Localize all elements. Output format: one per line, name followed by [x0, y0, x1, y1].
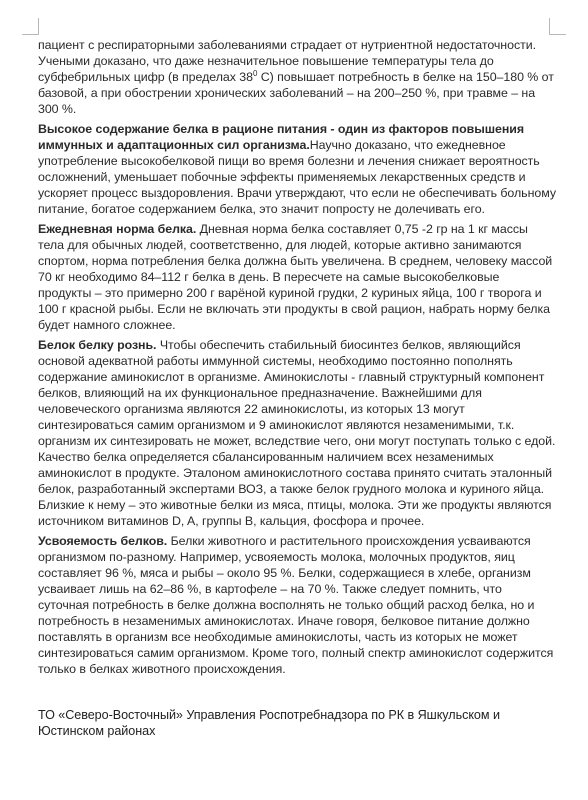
paragraph-heading: Усвояемость белков.: [38, 534, 168, 548]
intro-text-after: С) повышает потребность в белке на 150–180 % от базовой, а при обострении хронических заболеваний – на 200–250 %, при травме – на 300 %.: [38, 70, 554, 116]
crop-mark-top-right: [549, 18, 566, 35]
paragraph-heading: Ежедневная норма белка.: [38, 222, 197, 236]
paragraph-body: Научно доказано, что ежедневное употребление высокобелковой пищи во время болезни и лечения снижает вероятность осложнений, уменьшает побочные эффекты применяемых лекарственных средств и ускоряет процесс выздоровления. Врачи утверждают, что если не обеспечивать больному питание, богатое содержанием белка, это значит попросту не долечивать его.: [38, 138, 556, 216]
paragraph-protein-differs: [38, 337, 556, 529]
paragraph-body: Чтобы обеспечить стабильный биосинтез белков, являющийся основой адекватной работы иммунной системы, необходимо постоянно пополнять содержание аминокислот в организме. Аминокислоты - главный структурный компонент белков, влияющий на их функциональное предназначение. Важнейшими для человеческого организма являются 22 аминокислоты, из которых 13 могут синтезироваться самим организмом и 9 аминокислот являются незаменимыми, т.к. организм их синтезировать не может, вследствие чего, они могут поступать только с едой. Качество белка определяется сбалансированным наличием всех незаменимых аминокислот в продукте. Эталоном аминокислотного состава принято считать эталонный белок, разработанный экспертами ВОЗ, а также белок грудного молока и куриного яйца. Близкие к нему – это животные белки из мяса, птицы, молока. Эти же продукты являются источником витаминов D, A, группы B, кальция, фосфора и прочее.: [38, 338, 556, 528]
intro-degree-sup: 0: [252, 68, 258, 78]
document-footer: ТО «Северо-Восточный» Управления Роспотребнадзора по РК в Яшкульском и Юстинском районах: [38, 708, 500, 738]
paragraph-protein-immunity: [38, 121, 556, 217]
paragraph-body: Дневная норма белка составляет 0,75 -2 гр на 1 кг массы тела для обычных людей, соответственно, для людей, которые активно занимаются спортом, норма потребления белка должна быть увеличена. В среднем, человеку массой 70 кг необходимо 84–112 г белка в день. В пересчете на самые высокобелковые продукты – это примерно 200 г варёной куриной грудки, 2 куриных яйца, 100 г творога и 100 г красной рыбы. Если не включать эти продукты в свой рацион, набрать норму белка будет намного сложнее.: [38, 222, 553, 332]
paragraph-digestibility: [38, 533, 556, 677]
paragraph-heading: Белок белку рознь.: [38, 338, 157, 352]
crop-mark-top-left: [22, 18, 39, 35]
document-page: [38, 37, 556, 739]
intro-text-before: пациент с респираторными заболеваниями страдает от нутриентной недостаточности. Учеными доказано, что даже незначительное повышение температуры тела до субфебрильных цифр (в пределах 38: [38, 38, 536, 84]
paragraph-daily-norm: [38, 221, 556, 333]
paragraph-body: Белки животного и растительного происхождения усваиваются организмом по-разному. Например, усвояемость молока, молочных продуктов, яиц составляет 96 %, мяса и рыбы – около 95 %. Белки, содержащиеся в хлебе, организм усваивает лишь на 62–86 %, в картофеле – на 70 %. Также следует помнить, что суточная потребность в белке должна восполнять не только общий расход белка, но и потребность в незаменимых аминокислотах. Иначе говоря, белковое питание должно поставлять в организм все необходимые аминокислоты, часть из которых не может синтезироваться самим организмом. Кроме того, полный спектр аминокислот содержится только в белках животного происхождения.: [38, 534, 554, 676]
intro-paragraph: [38, 37, 556, 117]
paragraph-heading: Высокое содержание белка в рационе питания - один из факторов повышения иммунных и адаптационных сил организма.: [38, 122, 525, 152]
